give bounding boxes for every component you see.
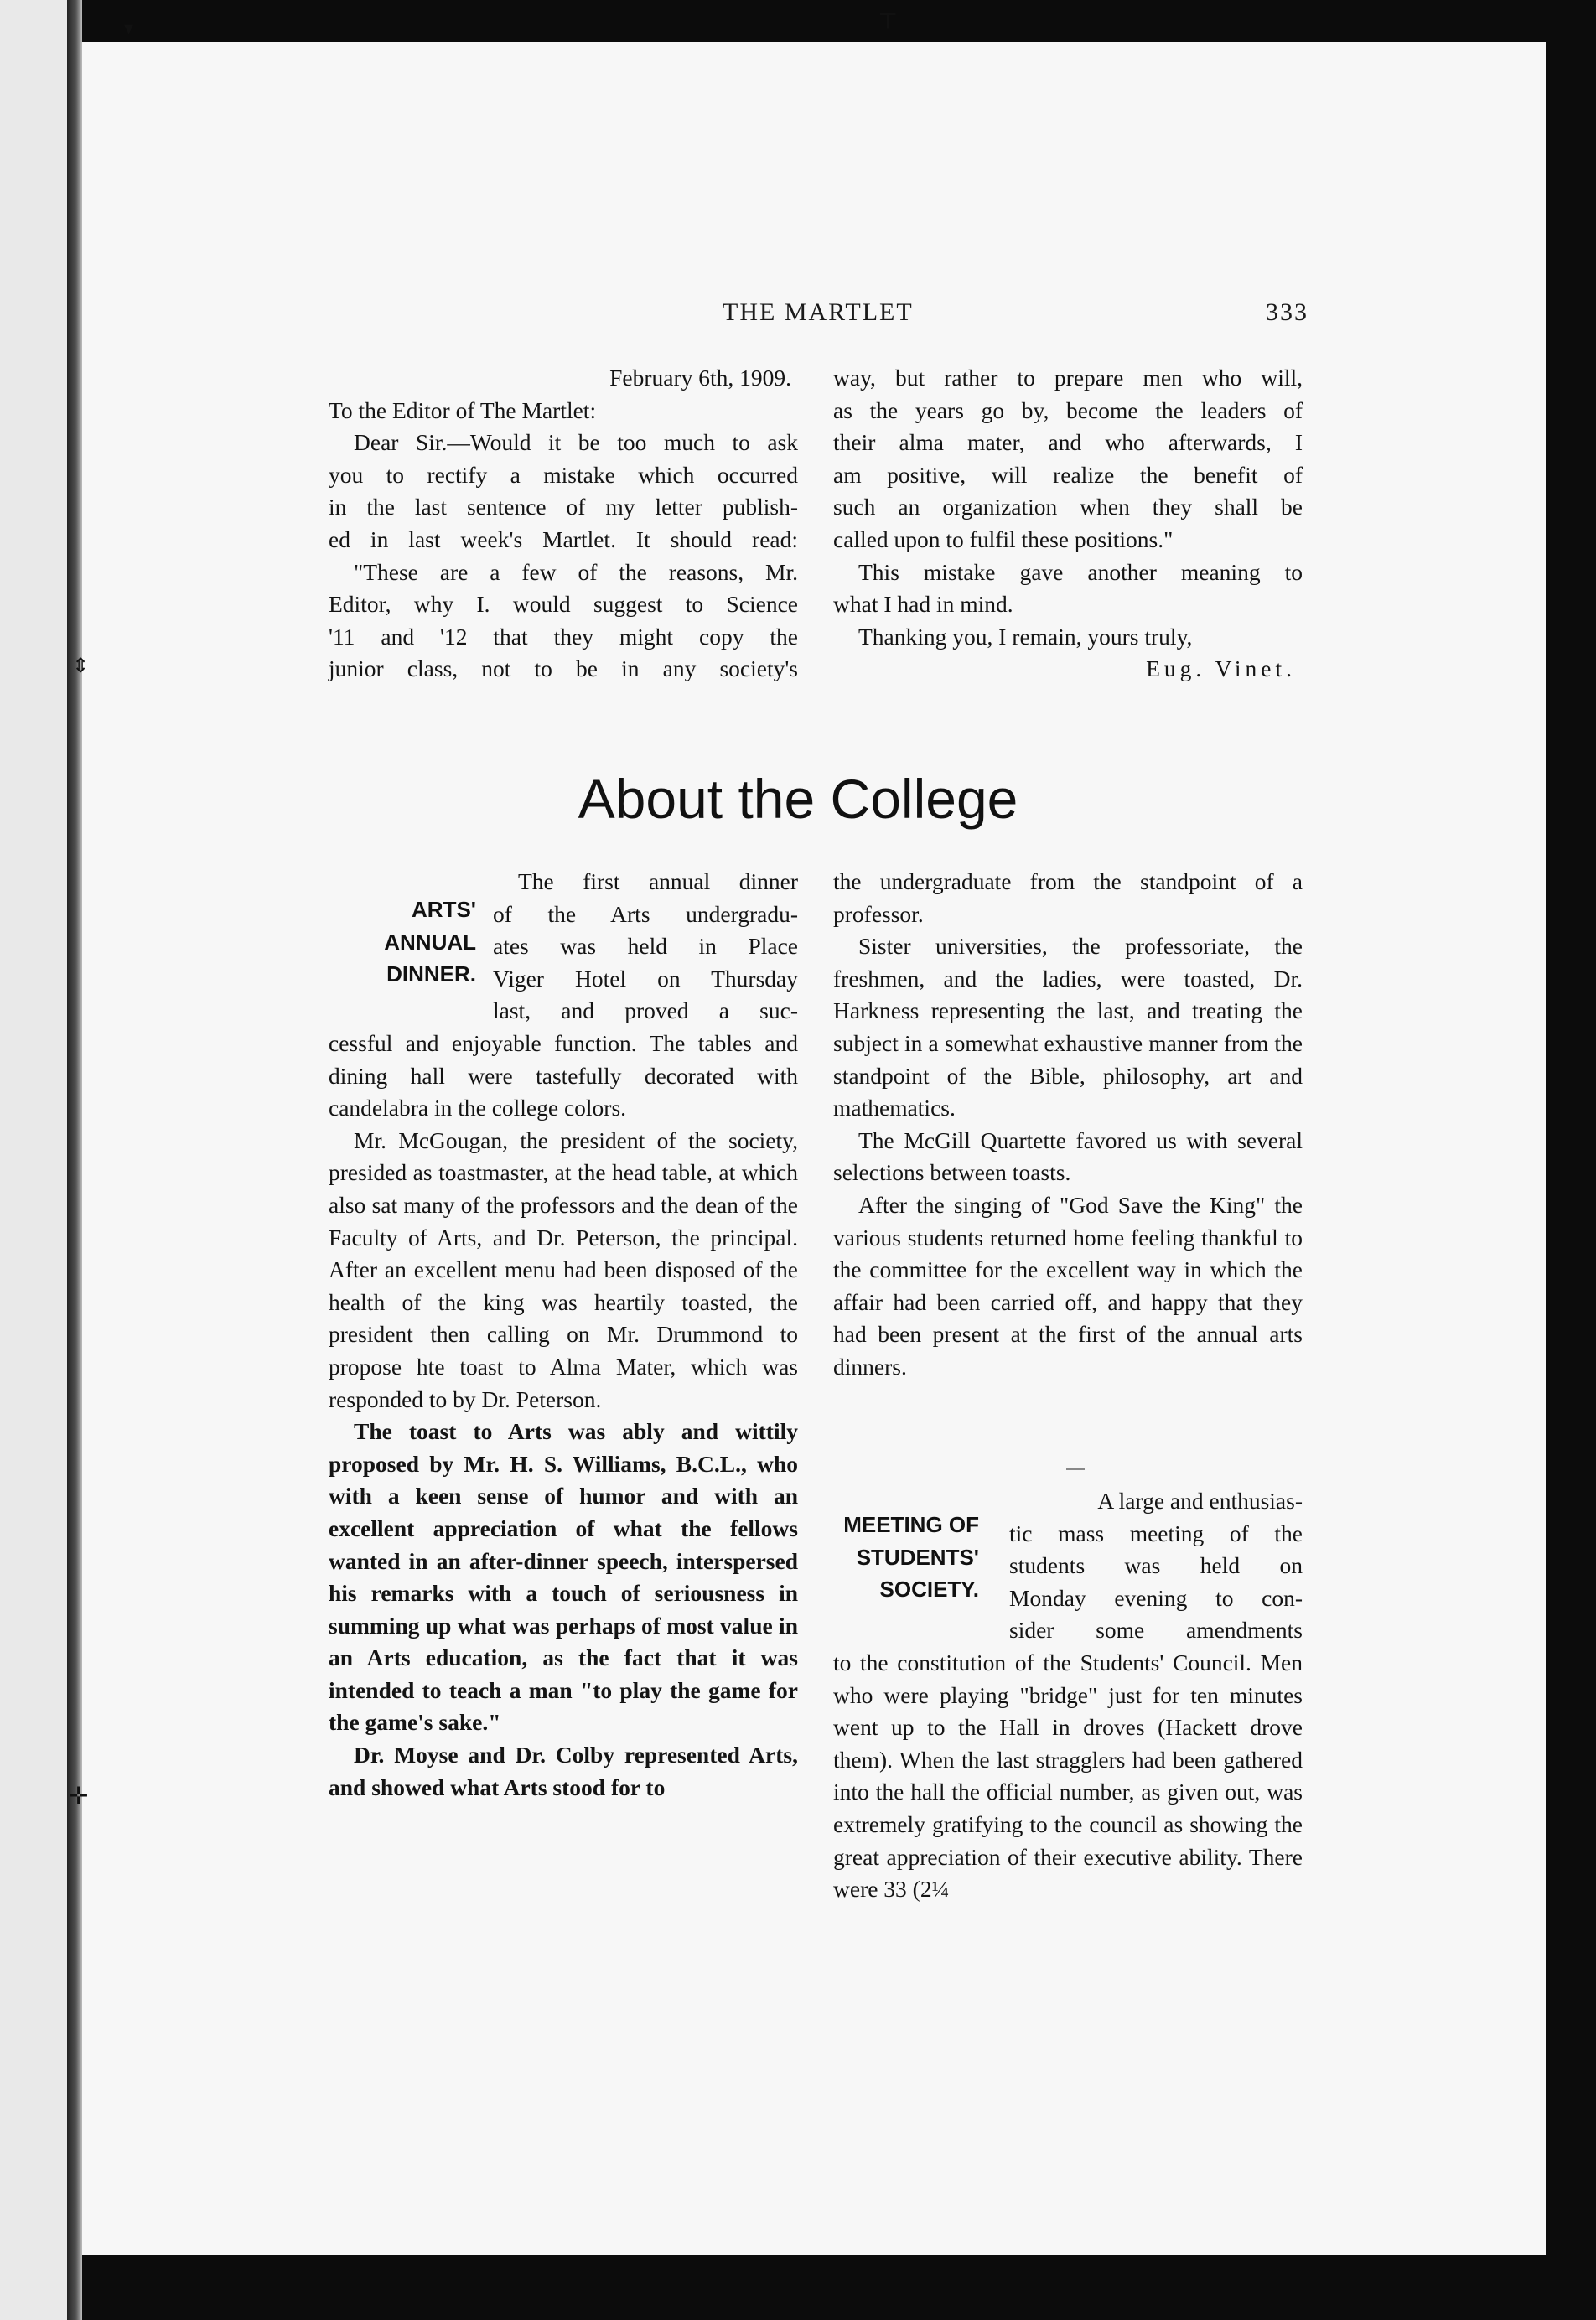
paragraph: Dr. Moyse and Dr. Colby represented Arts, and showed what Arts stood for to [329, 1742, 798, 1800]
arts-dinner-right-column [833, 866, 1303, 1384]
text-line: of the Arts undergradu- [493, 900, 798, 927]
paragraph: the undergraduate from the standpoint of a professor. [833, 868, 1303, 927]
paragraph: The toast to Arts was ably and wittily proposed by Mr. H. S. Williams, B.C.L., who with a keen sense of humor and with an excellent appreciation of what the fellows wanted in an after-dinner speech, interspersed his remarks with a touch of seriousness in summing up what was perhaps of most value in an Arts education, as the fact that it was intended to teach a man "to play the game for the game's sake." [329, 1418, 798, 1736]
paragraph: Sister universities, the professoriate, the freshmen, and the ladies, were toasted, Dr. Harkness representing the last, and treating the subject in a somewhat exhaustive manner from the standpoint of the Bible, philosophy, art and mathematics. [833, 933, 1303, 1121]
letter-salutation: To the Editor of The Martlet: [329, 396, 597, 423]
margin-cross-icon: ✛ [69, 1782, 89, 1810]
letter-line: Editor, why I. would suggest to Science [329, 591, 798, 618]
letter-line: their alma mater, and who afterwards, I [833, 429, 1303, 456]
letter-right-column [833, 362, 1303, 686]
text-line: last, and proved a suc- [493, 997, 798, 1024]
text-line: Monday evening to con- [1009, 1584, 1303, 1611]
letter-left-column [329, 362, 798, 686]
letter-line: such an organization when they shall be [833, 494, 1303, 520]
arts-dinner-beside-head [493, 866, 798, 1028]
section-divider [1066, 1468, 1085, 1470]
paragraph: After the singing of "God Save the King" the various students returned home feeling thankful to the committee for the excellent way in which the affair had been carried off, and happy that they had been present at the first of the annual arts dinners. [833, 1191, 1303, 1380]
students-meeting-sidehead [832, 1509, 979, 1606]
arts-dinner-left-column [329, 1028, 798, 1804]
sidehead-line: SOCIETY. [879, 1577, 979, 1603]
arts-dinner-sidehead [335, 893, 476, 991]
letter-line: as the years go by, become the leaders of [833, 396, 1303, 423]
text-line: students was held on [1009, 1552, 1303, 1579]
sidehead-line: STUDENTS' [856, 1544, 979, 1570]
letter-line: ed in last week's Martlet. It should read: [329, 526, 798, 552]
margin-arrow-icon: ⇕ [72, 654, 90, 677]
paragraph: to the constitution of the Students' Council. Men who were playing "bridge" just for ten minutes went up to the Hall in droves (Hackett drove them). When the last stragglers had been gathered into the hall the official number, as given out, was extremely gratifying to the council as showing the great appreciation of their executive ability. There were 33 (2¼ [833, 1649, 1303, 1903]
page-sheet [82, 42, 1546, 2255]
letter-line: in the last sentence of my letter publish- [329, 494, 798, 520]
text-line: Viger Hotel on Thursday [493, 965, 798, 992]
page-number: 333 [1266, 298, 1308, 326]
text-line: A large and enthusias- [1097, 1488, 1303, 1514]
text-line: sider some amendments [1009, 1617, 1303, 1644]
students-meeting-beside-head [1009, 1485, 1303, 1647]
section-title: About the College [578, 768, 1018, 830]
scan-mark-left: ▾ [124, 18, 134, 39]
text-line: The first annual dinner [518, 868, 798, 894]
letter-line: junior class, not to be in any society's [329, 655, 798, 682]
letter-date: February 6th, 1909. [609, 365, 791, 391]
letter-line: "These are a few of the reasons, Mr. [354, 558, 798, 585]
letter-closing: Thanking you, I remain, yours truly, [858, 623, 1193, 650]
running-title: THE MARTLET [723, 298, 914, 326]
letter-line: am positive, will realize the benefit of [833, 461, 1303, 488]
letter-line: Dear Sir.—Would it be too much to ask [354, 429, 798, 456]
letter-line: called upon to fulfil these positions." [833, 526, 1174, 552]
sidehead-line: ANNUAL [384, 929, 476, 955]
letter-line: way, but rather to prepare men who will, [833, 365, 1303, 391]
students-meeting-column [833, 1647, 1303, 1906]
paragraph: Mr. McGougan, the president of the society, presided as toastmaster, at the head table, at which also sat many of the professors and the dean of the Faculty of Arts, and Dr. Peterson, the principal. After an excellent menu had been disposed of the health of the king was heartily toasted, the president then calling on Mr. Drummond to propose hte toast to Alma Mater, which was responded to by Dr. Peterson. [329, 1126, 798, 1412]
letter-line: you to rectify a mistake which occurred [329, 461, 798, 488]
adjacent-page-edge [0, 0, 67, 2320]
sidehead-line: ARTS' [412, 897, 476, 922]
letter-line: what I had in mind. [833, 591, 1013, 618]
paragraph: The McGill Quartette favored us with several selections between toasts. [833, 1126, 1303, 1186]
paragraph: cessful and enjoyable function. The tables and dining hall were tastefully decorated with candelabra in the college colors. [329, 1030, 798, 1121]
letter-signature: Eug. Vinet. [1146, 655, 1296, 682]
sidehead-line: DINNER. [386, 961, 476, 987]
text-line: tic mass meeting of the [1009, 1520, 1303, 1546]
letter-line: This mistake gave another meaning to [858, 558, 1303, 585]
scan-mark-top: ┬ [880, 0, 896, 29]
binding-shadow [67, 0, 82, 2320]
text-line: ates was held in Place [493, 933, 798, 960]
letter-line: '11 and '12 that they might copy the [329, 623, 798, 650]
sidehead-line: MEETING OF [843, 1512, 979, 1537]
